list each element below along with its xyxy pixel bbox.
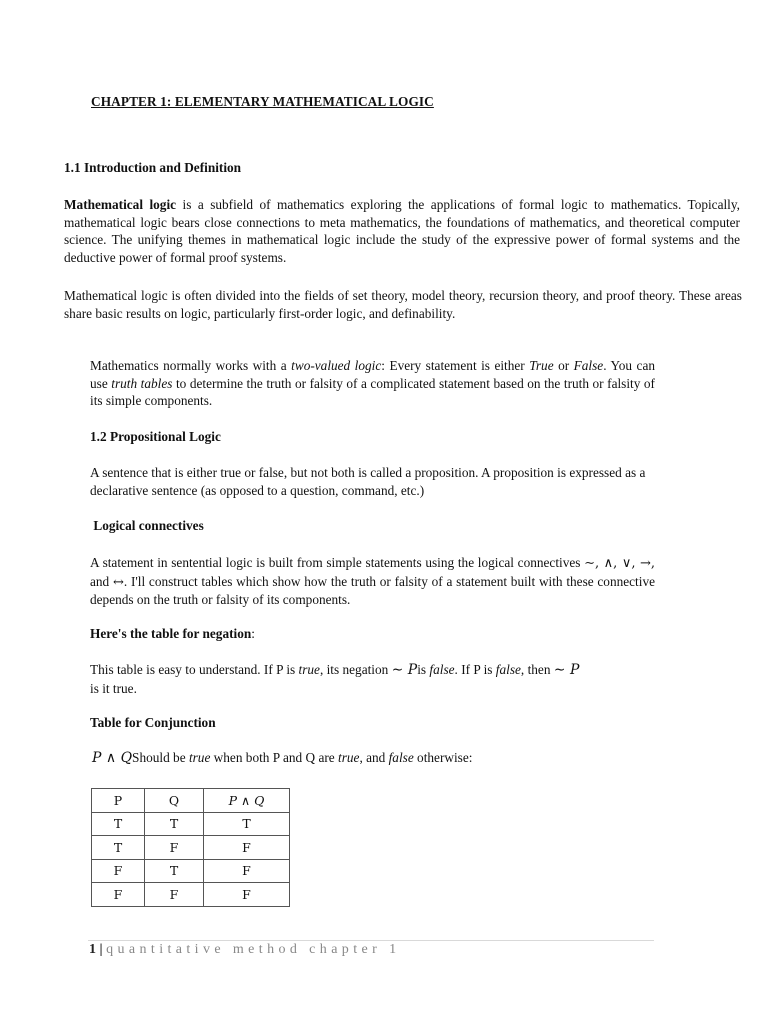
- text: This table is easy to understand. If P is: [90, 662, 299, 677]
- text: to determine the truth or falsity of a complicated statement based on the truth or falsity of its simple components.: [90, 375, 655, 409]
- text: , its negation: [319, 662, 392, 677]
- page-footer: [89, 942, 400, 958]
- biconditional-symbol: ↔: [112, 574, 124, 590]
- table-cell: T: [204, 812, 290, 836]
- footer-text: quantitative method chapter 1: [106, 942, 401, 957]
- paragraph-proposition: A sentence that is either true or false, but not both is called a proposition. A proposition is expressed as a declarative sentence (as opposed to a question, command, etc.): [90, 465, 646, 498]
- logical-connectives-heading: Logical connectives: [90, 518, 204, 533]
- text: :: [251, 626, 255, 641]
- table-header-cell: P: [92, 789, 145, 813]
- negation-expression: ∼ P: [553, 662, 580, 678]
- term-two-valued-logic: two-valued logic: [291, 358, 382, 373]
- text: . I'll construct tables which show how the truth or falsity of a statement built with these connective depends on the truth or falsity of its components.: [90, 573, 655, 608]
- text: Mathematics normally works with a: [90, 358, 292, 373]
- text: . If P is: [454, 662, 496, 677]
- page-number: 1 |: [89, 942, 107, 957]
- text: false: [495, 662, 521, 677]
- paragraph-definition: [64, 196, 740, 266]
- section-1-1-heading: 1.1 Introduction and Definition: [64, 160, 242, 175]
- connective-symbols: ∼, ∧, ∨, →,: [584, 556, 655, 571]
- text: . You can use: [90, 358, 656, 391]
- term-true: True: [529, 358, 554, 373]
- text: true: [338, 750, 360, 765]
- term-false: False: [573, 358, 604, 373]
- conjunction-truth-table: [91, 788, 290, 907]
- text: , then: [520, 662, 554, 677]
- paragraph-two-valued-logic: [90, 357, 655, 410]
- table-cell: T: [92, 836, 145, 860]
- footer-divider: [88, 940, 654, 941]
- table-header-cell: P ∧ Q: [204, 789, 290, 813]
- conjunction-expression: P ∧ Q: [92, 750, 133, 766]
- negation-heading: Here's the table for negation: [90, 626, 252, 641]
- term-truth-tables: truth tables: [111, 375, 173, 391]
- table-cell: F: [145, 836, 204, 860]
- text: Should be: [132, 750, 189, 765]
- table-header-cell: Q: [145, 789, 204, 813]
- text: true: [188, 750, 211, 765]
- table-row: [92, 836, 290, 860]
- text: false: [429, 662, 455, 677]
- negation-heading-line: [90, 626, 255, 642]
- table-cell: F: [204, 836, 290, 860]
- chapter-title: CHAPTER 1: ELEMENTARY MATHEMATICAL LOGIC: [91, 94, 434, 109]
- table-cell: T: [92, 812, 145, 836]
- table-cell: F: [92, 859, 145, 883]
- paragraph-definition-text: is a subfield of mathematics exploring the applications of formal logic to mathematics. Topically, mathematical logic bears close connections to meta mathematics, the foundations of mathematics, and theoretical computer science. The unifying themes in mathematical logic include the study of the expressive power of formal systems and the deductive power of formal proof systems.: [64, 197, 740, 265]
- paragraph-fields: Mathematical logic is often divided into the fields of set theory, model theory, recursion theory, and proof theory. These areas share basic results on logic, particularly first-order logic, and definability.: [64, 288, 742, 321]
- section-1-2-heading: 1.2 Propositional Logic: [90, 429, 221, 444]
- text: , and: [359, 750, 389, 765]
- text: is: [417, 662, 430, 677]
- text: true: [298, 662, 320, 677]
- text: and: [90, 573, 113, 589]
- text: when both P and Q are: [210, 750, 339, 765]
- text: otherwise:: [413, 750, 473, 765]
- table-row: [92, 859, 290, 883]
- table-row: [92, 812, 290, 836]
- conjunction-heading: Table for Conjunction: [90, 715, 216, 730]
- text: or: [553, 358, 574, 373]
- table-row: [92, 883, 290, 907]
- table-cell: F: [204, 859, 290, 883]
- paragraph-negation: [90, 661, 656, 697]
- conjunction-statement: [92, 750, 472, 766]
- table-cell: T: [145, 812, 204, 836]
- term-mathematical-logic: Mathematical logic: [64, 197, 177, 212]
- text: is it true.: [90, 680, 137, 696]
- table-cell: F: [92, 883, 145, 907]
- table-header-row: [92, 789, 290, 813]
- negation-expression: ∼ P: [391, 662, 418, 678]
- table-cell: F: [145, 883, 204, 907]
- paragraph-connectives: [90, 554, 655, 609]
- text: A statement in sentential logic is built from simple statements using the logical connectives: [90, 555, 585, 570]
- text: : Every statement is either: [381, 358, 530, 373]
- text: false: [388, 750, 414, 765]
- table-cell: F: [204, 883, 290, 907]
- table-cell: T: [145, 859, 204, 883]
